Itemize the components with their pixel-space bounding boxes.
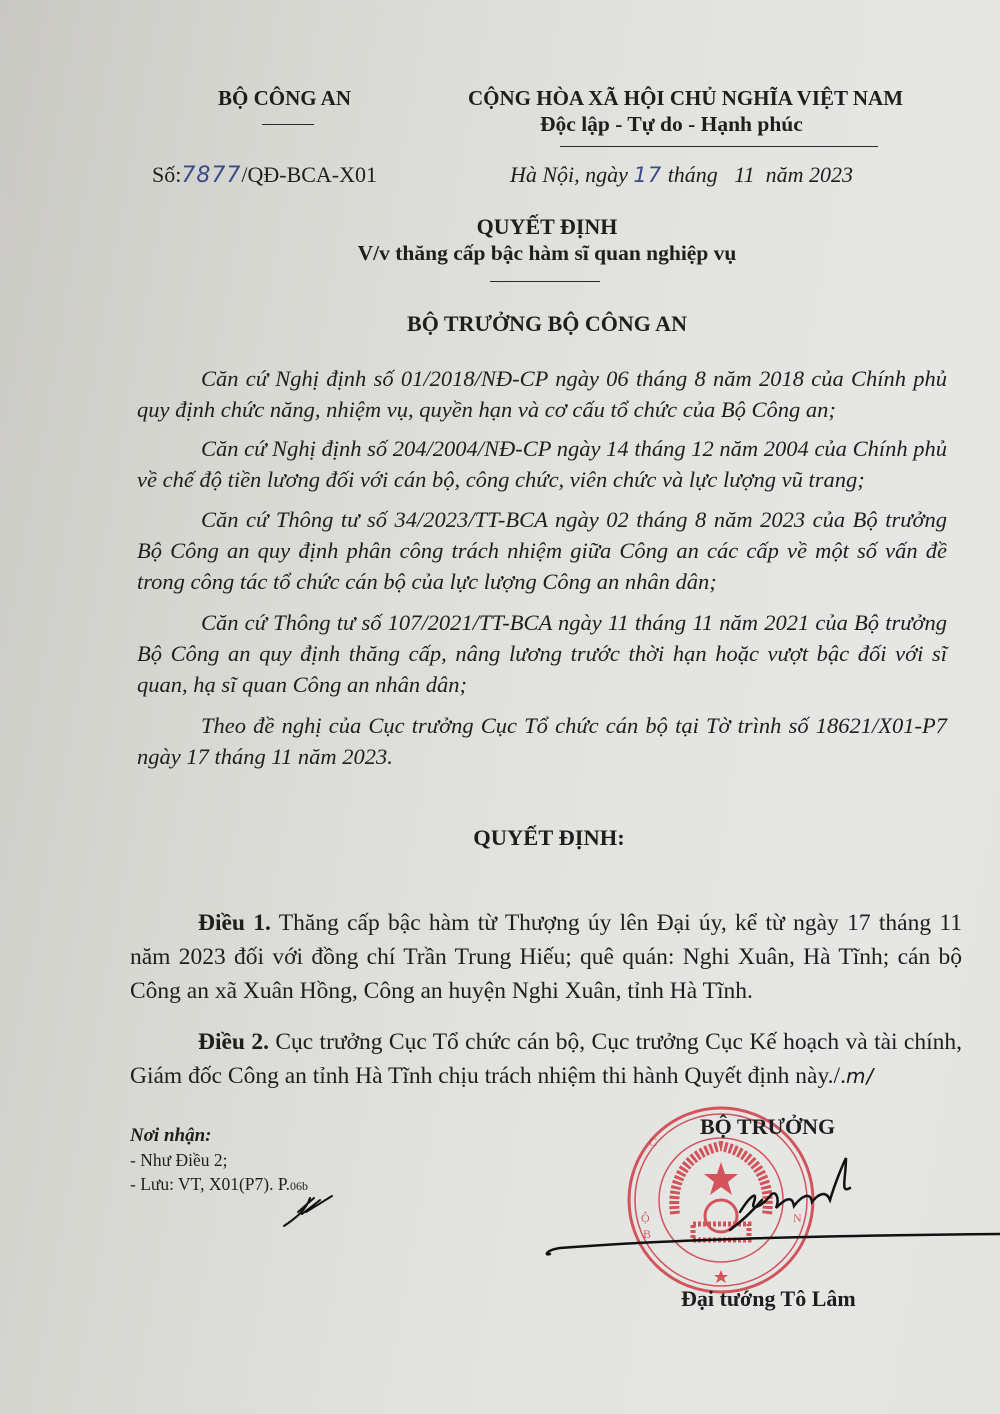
svg-text:C: C [649,1135,658,1149]
article-text: Cục trưởng Cục Tổ chức cán bộ, Cục trưởng Cục Kế hoạch và tài chính, Giám đốc Công an tỉnh Hà Tĩnh chịu trách nhiệm thi hành Quyết định này./. [130,1029,962,1089]
signatory-name: Đại tướng Tô Lâm [681,1286,856,1311]
svg-text:B: B [643,1227,652,1241]
number-handwritten: 7877 [181,163,242,188]
svg-text:Ộ: Ộ [641,1211,650,1225]
document-date [510,162,853,188]
initial-mark: m/ [845,1064,875,1088]
date-prefix: Hà Nội, ngày [510,162,628,187]
article-label: Điều 1. [198,910,271,936]
recipients-label: Nơi nhận: [130,1125,212,1146]
document-title: QUYẾT ĐỊNH [476,214,618,239]
national-motto: Độc lập - Tự do - Hạnh phúc [540,112,803,136]
agency-name: BỘ CÔNG AN [218,86,352,110]
decision-heading: QUYẾT ĐỊNH: [473,825,625,850]
article-text: Thăng cấp bậc hàm từ Thượng úy lên Đại úy, kể từ ngày 17 tháng 11 năm 2023 đối với đồng chí Trần Trung Hiếu; quê quán: Nghi Xuân, Hà Tĩnh; cán bộ Công an xã Xuân Hồng, Công an huyện Nghi Xuân, tỉnh Hà Tĩnh. [130,910,962,1004]
date-month-year: tháng 11 năm 2023 [667,162,854,187]
document-subject: V/v thăng cấp bậc hàm sĩ quan nghiệp vụ [357,241,737,265]
agency-underline [262,124,314,125]
recipients-block [130,1124,308,1198]
number-suffix: /QĐ-BCA-X01 [241,162,378,187]
article-label: Điều 2. [198,1029,269,1055]
issuing-authority: BỘ TRƯỞNG BỘ CÔNG AN [407,311,687,336]
article-1 [130,906,962,1008]
recipient-item: - Lưu: VT, X01(P7). P.06b [130,1174,309,1194]
country-name: CỘNG HÒA XÃ HỘI CHỦ NGHĨA VIỆT NAM [468,86,904,110]
preamble-paragraph: Theo đề nghị của Cục trưởng Cục Tổ chức cán bộ tại Tờ trình số 18621/X01-P7 ngày 17 tháng 11 năm 2023. [137,713,947,769]
article-2 [130,1025,962,1093]
preamble-paragraph: Căn cứ Thông tư số 34/2023/TT-BCA ngày 02 tháng 8 năm 2023 của Bộ trưởng Bộ Công an quy định phân công trách nhiệm giữa Công an các cấp về một số vấn đề trong công tác tổ chức cán bộ của lực lượng Công an nhân dân; [137,507,947,594]
document-number [152,162,377,188]
title-underline [490,281,600,282]
preamble-paragraph: Căn cứ Nghị định số 204/2004/NĐ-CP ngày 14 tháng 12 năm 2004 của Chính phủ về chế độ tiền lương đối với cán bộ, công chức, viên chức và lực lượng vũ trang; [137,436,947,492]
recipient-item: - Như Điều 2; [130,1150,228,1170]
initial-signature-icon [280,1190,340,1230]
svg-text:N: N [793,1211,802,1225]
signatory-title: BỘ TRƯỞNG [700,1114,836,1139]
preamble-paragraph: Căn cứ Thông tư số 107/2021/TT-BCA ngày 11 tháng 11 năm 2021 của Bộ trưởng Bộ Công an quy định thăng cấp, nâng lương trước thời hạn hoặc vượt bậc đối với sĩ quan, hạ sĩ quan Công an nhân dân; [137,610,947,697]
recipient-code: 06b [290,1179,309,1193]
date-day-handwritten: 17 [633,163,663,187]
number-prefix: Số: [152,162,182,187]
handwritten-signature-icon [540,1150,1000,1260]
preamble-paragraph: Căn cứ Nghị định số 01/2018/NĐ-CP ngày 06 tháng 8 năm 2018 của Chính phủ quy định chức năng, nhiệm vụ, quyền hạn và cơ cấu tổ chức của Bộ Công an; [137,366,947,422]
motto-underline [560,146,878,147]
